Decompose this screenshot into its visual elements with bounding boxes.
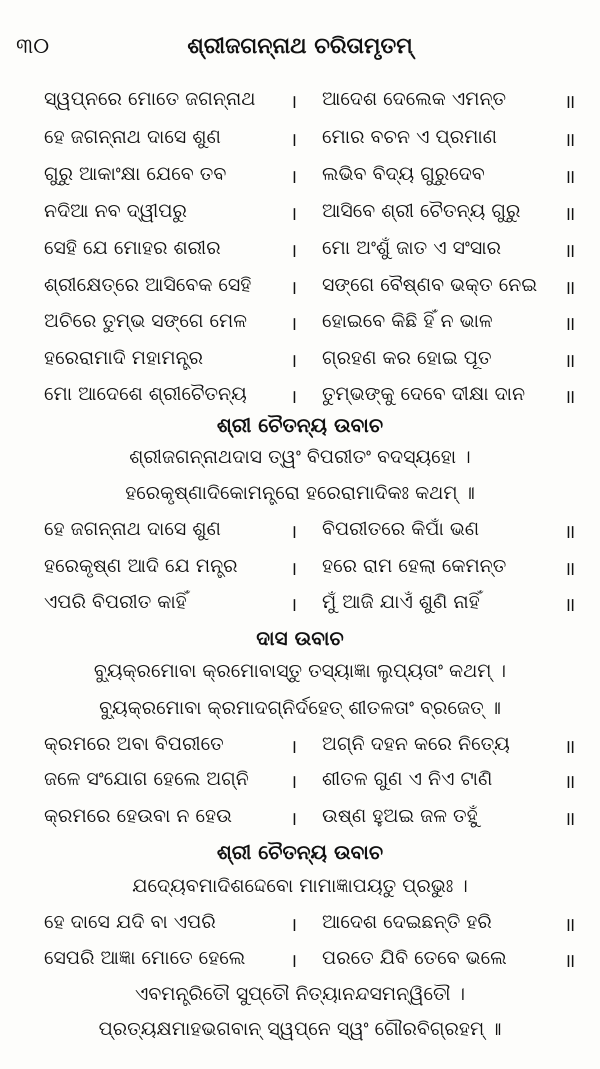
double-danda: ॥ [564, 166, 576, 188]
verse-second-half: ଲଭିବ ବିଦ୍ୟ ଗୁରୁଦେବ [322, 163, 485, 185]
danda-separator: । [290, 166, 298, 188]
danda-separator: । [290, 350, 298, 372]
verse-line [0, 200, 600, 228]
verse-line [0, 518, 600, 546]
verse-line [0, 947, 600, 975]
verse-line [0, 310, 600, 338]
verse-first-half: କ୍ରମରେ ହେଉବା ନ ହେଉ [44, 805, 232, 827]
danda-separator: । [290, 558, 298, 580]
double-danda: ॥ [564, 736, 576, 758]
verse-first-half: ହେ ଜଗନ୍ନାଥ ଦାସେ ଶୁଣ [44, 126, 221, 148]
danda-separator: । [290, 129, 298, 151]
verse-first-half: ମୋ ଆଦେଶେ ଶ୍ରୀଚୈତନ୍ୟ [44, 383, 247, 405]
double-danda: ॥ [564, 203, 576, 225]
verse-first-half: ହେ ଦାସେ ଯଦି ବା ଏପରି [44, 911, 216, 933]
double-danda: ॥ [564, 521, 576, 543]
danda-separator: । [290, 203, 298, 225]
verse-second-half: ବିପରୀତରେ କିପାଁ ଭଣ [322, 518, 480, 540]
danda-separator: । [290, 808, 298, 830]
verse-second-half: ଅଗ୍ନି ଦହନ କରେ ନିତ୍ୟେ [322, 733, 510, 755]
danda-separator: । [290, 950, 298, 972]
verse-line [0, 768, 600, 796]
verse-first-half: ସ୍ୱପ୍ନରେ ମୋତେ ଜଗନ୍ନାଥ [44, 88, 256, 110]
sanskrit-verse-line: ଶ୍ରୀଜଗନ୍ନାଥଦାସ ତ୍ୱଂ ବିପରୀତଂ ବଦସ୍ୟହୋ । [129, 446, 471, 468]
verse-second-half: ଆଦେଶ ଦେଇଛନ୍ତି ହରି [322, 911, 492, 933]
running-head: ଶ୍ରୀଜଗନ୍ନାଥ ଚରିତାମୃତମ୍ [187, 34, 413, 59]
double-danda: ॥ [564, 350, 576, 372]
verse-second-half: ପରତେ ଯିବି ତେବେ ଭଲେ [322, 947, 507, 969]
verse-first-half: ଶ୍ରୀକ୍ଷେତ୍ରେ ଆସିବେକ ସେହି [44, 274, 252, 296]
verse-second-half: ମୁଁ ଆଜି ଯାଏଁ ଶୁଣି ନାହିଁ [322, 591, 480, 613]
verse-second-half: ହରେ ରାମ ହେଲା କେମନ୍ତ [322, 555, 507, 577]
danda-separator: । [290, 313, 298, 335]
verse-line [0, 274, 600, 302]
page-number: ୩୦ [16, 34, 50, 59]
sanskrit-verse-line: ବ୍ୟୁକ୍ରମୋବା କ୍ରମାଦଗ୍ନିର୍ଦହେତ୍ ଶୀତଳତାଂ ବ୍ରଜେତ୍ ॥ [99, 697, 501, 719]
verse-first-half: ନଦିଆ ନବ ଦ୍ୱୀପରୁ [44, 200, 187, 222]
danda-separator: । [290, 386, 298, 408]
danda-separator: । [290, 91, 298, 113]
danda-separator: । [290, 594, 298, 616]
double-danda: ॥ [564, 313, 576, 335]
verse-first-half: କ୍ରମରେ ଅବା ବିପରୀତେ [44, 733, 224, 755]
section-heading: ଦାସ ଉବାଚ [256, 626, 344, 650]
double-danda: ॥ [564, 277, 576, 299]
verse-line [0, 591, 600, 619]
verse-line [0, 237, 600, 265]
double-danda: ॥ [564, 386, 576, 408]
verse-line [0, 555, 600, 583]
verse-first-half: ଏପରି ବିପରୀତ କାହିଁ [44, 591, 187, 613]
verse-first-half: ସେହି ଯେ ମୋହର ଶରୀର [44, 237, 221, 259]
sanskrit-verse-line: ହରେକୃଷ୍ଣାଦିକୋମନ୍ତ୍ରୋ ହରେରାମାଦିକଃ କଥମ୍ ॥ [125, 482, 475, 504]
sanskrit-verse-line: ଯଦ୍ୟେବମାଦିଶଦ୍ଦେବୋ ମାମାଜ୍ଞାପୟତୁ ପ୍ରଭୁଃ । [132, 875, 468, 897]
double-danda: ॥ [564, 91, 576, 113]
danda-separator: । [290, 240, 298, 262]
danda-separator: । [290, 914, 298, 936]
verse-line [0, 383, 600, 411]
sanskrit-verse-line: ପ୍ରତ୍ୟକ୍ଷମାହଭଗବାନ୍ ସ୍ୱପ୍ନେ ସ୍ୱଂ ଗୌରବିଗ୍ରହମ୍ ॥ [98, 1018, 502, 1040]
verse-line [0, 88, 600, 116]
sanskrit-verse-line: ଏବମନ୍ତ୍ରିତୌ ସୁପ୍ତୌ ନିତ୍ୟାନନ୍ଦସମନ୍ୱିତୌ । [134, 983, 466, 1005]
verse-second-half: ଗ୍ରହଣ କର ହୋଇ ପୂତ [322, 347, 492, 369]
verse-line [0, 733, 600, 761]
verse-first-half: ଅଚିରେ ତୁମ୍ଭ ସଙ୍ଗେ ମେଳ [44, 310, 247, 332]
double-danda: ॥ [564, 808, 576, 830]
verse-line [0, 126, 600, 154]
double-danda: ॥ [564, 240, 576, 262]
verse-second-half: ତୁମ୍ଭଙ୍କୁ ଦେବେ ଦୀକ୍ଷା ଦାନ [322, 383, 526, 405]
verse-second-half: ମୋର ବଚନ ଏ ପ୍ରମାଣ [322, 126, 498, 148]
double-danda: ॥ [564, 914, 576, 936]
verse-first-half: ହରେରାମାଦି ମହାମନ୍ତ୍ର [44, 347, 204, 369]
danda-separator: । [290, 521, 298, 543]
verse-second-half: ସଙ୍ଗେ ବୈଷ୍ଣବ ଭକ୍ତ ନେଇ [322, 274, 538, 296]
verse-second-half: ହୋଇବେ କିଛି ହିଁ ନ ଭାଳ [322, 310, 493, 332]
verse-line [0, 805, 600, 833]
danda-separator: । [290, 771, 298, 793]
section-heading: ଶ୍ରୀ ଚୈତନ୍ୟ ଉବାଚ [216, 413, 384, 437]
verse-first-half: ହେ ଜଗନ୍ନାଥ ଦାସେ ଶୁଣ [44, 518, 221, 540]
verse-line [0, 911, 600, 939]
verse-first-half: ଗୁରୁ ଆକାଂକ୍ଷା ଯେବେ ତବ [44, 163, 227, 185]
verse-second-half: ମୋ ଅଂଶୁଁ ଜାତ ଏ ସଂସାର [322, 237, 501, 259]
verse-second-half: ଉଷ୍ଣ ହୁଅଇ ଜଳ ତହୁଁ [322, 805, 478, 827]
danda-separator: । [290, 736, 298, 758]
verse-second-half: ଶୀତଳ ଗୁଣ ଏ ନିଏ ଟାଣି [322, 768, 493, 790]
verse-line [0, 163, 600, 191]
double-danda: ॥ [564, 950, 576, 972]
verse-first-half: ହରେକୃଷ୍ଣ ଆଦି ଯେ ମନ୍ତ୍ର [44, 555, 238, 577]
double-danda: ॥ [564, 771, 576, 793]
verse-first-half: ସେପରି ଆଜ୍ଞା ମୋତେ ହେଲେ [44, 947, 246, 969]
verse-second-half: ଆଦେଶ ଦେଲେକ ଏମନ୍ତ [322, 88, 507, 110]
double-danda: ॥ [564, 594, 576, 616]
section-heading: ଶ୍ରୀ ଚୈତନ୍ୟ ଉବାଚ [216, 840, 384, 864]
verse-line [0, 347, 600, 375]
danda-separator: । [290, 277, 298, 299]
double-danda: ॥ [564, 129, 576, 151]
double-danda: ॥ [564, 558, 576, 580]
sanskrit-verse-line: ବ୍ୟୁକ୍ରମୋବା କ୍ରମୋବାସ୍ତୁ ତସ୍ୟାଜ୍ଞା ଲୁପ୍ୟତାଂ କଥମ୍ । [93, 660, 507, 682]
verse-second-half: ଆସିବେ ଶ୍ରୀ ଚୈତନ୍ୟ ଗୁରୁ [322, 200, 521, 222]
verse-first-half: ଜଳେ ସଂଯୋଗ ହେଲେ ଅଗ୍ନି [44, 768, 249, 790]
